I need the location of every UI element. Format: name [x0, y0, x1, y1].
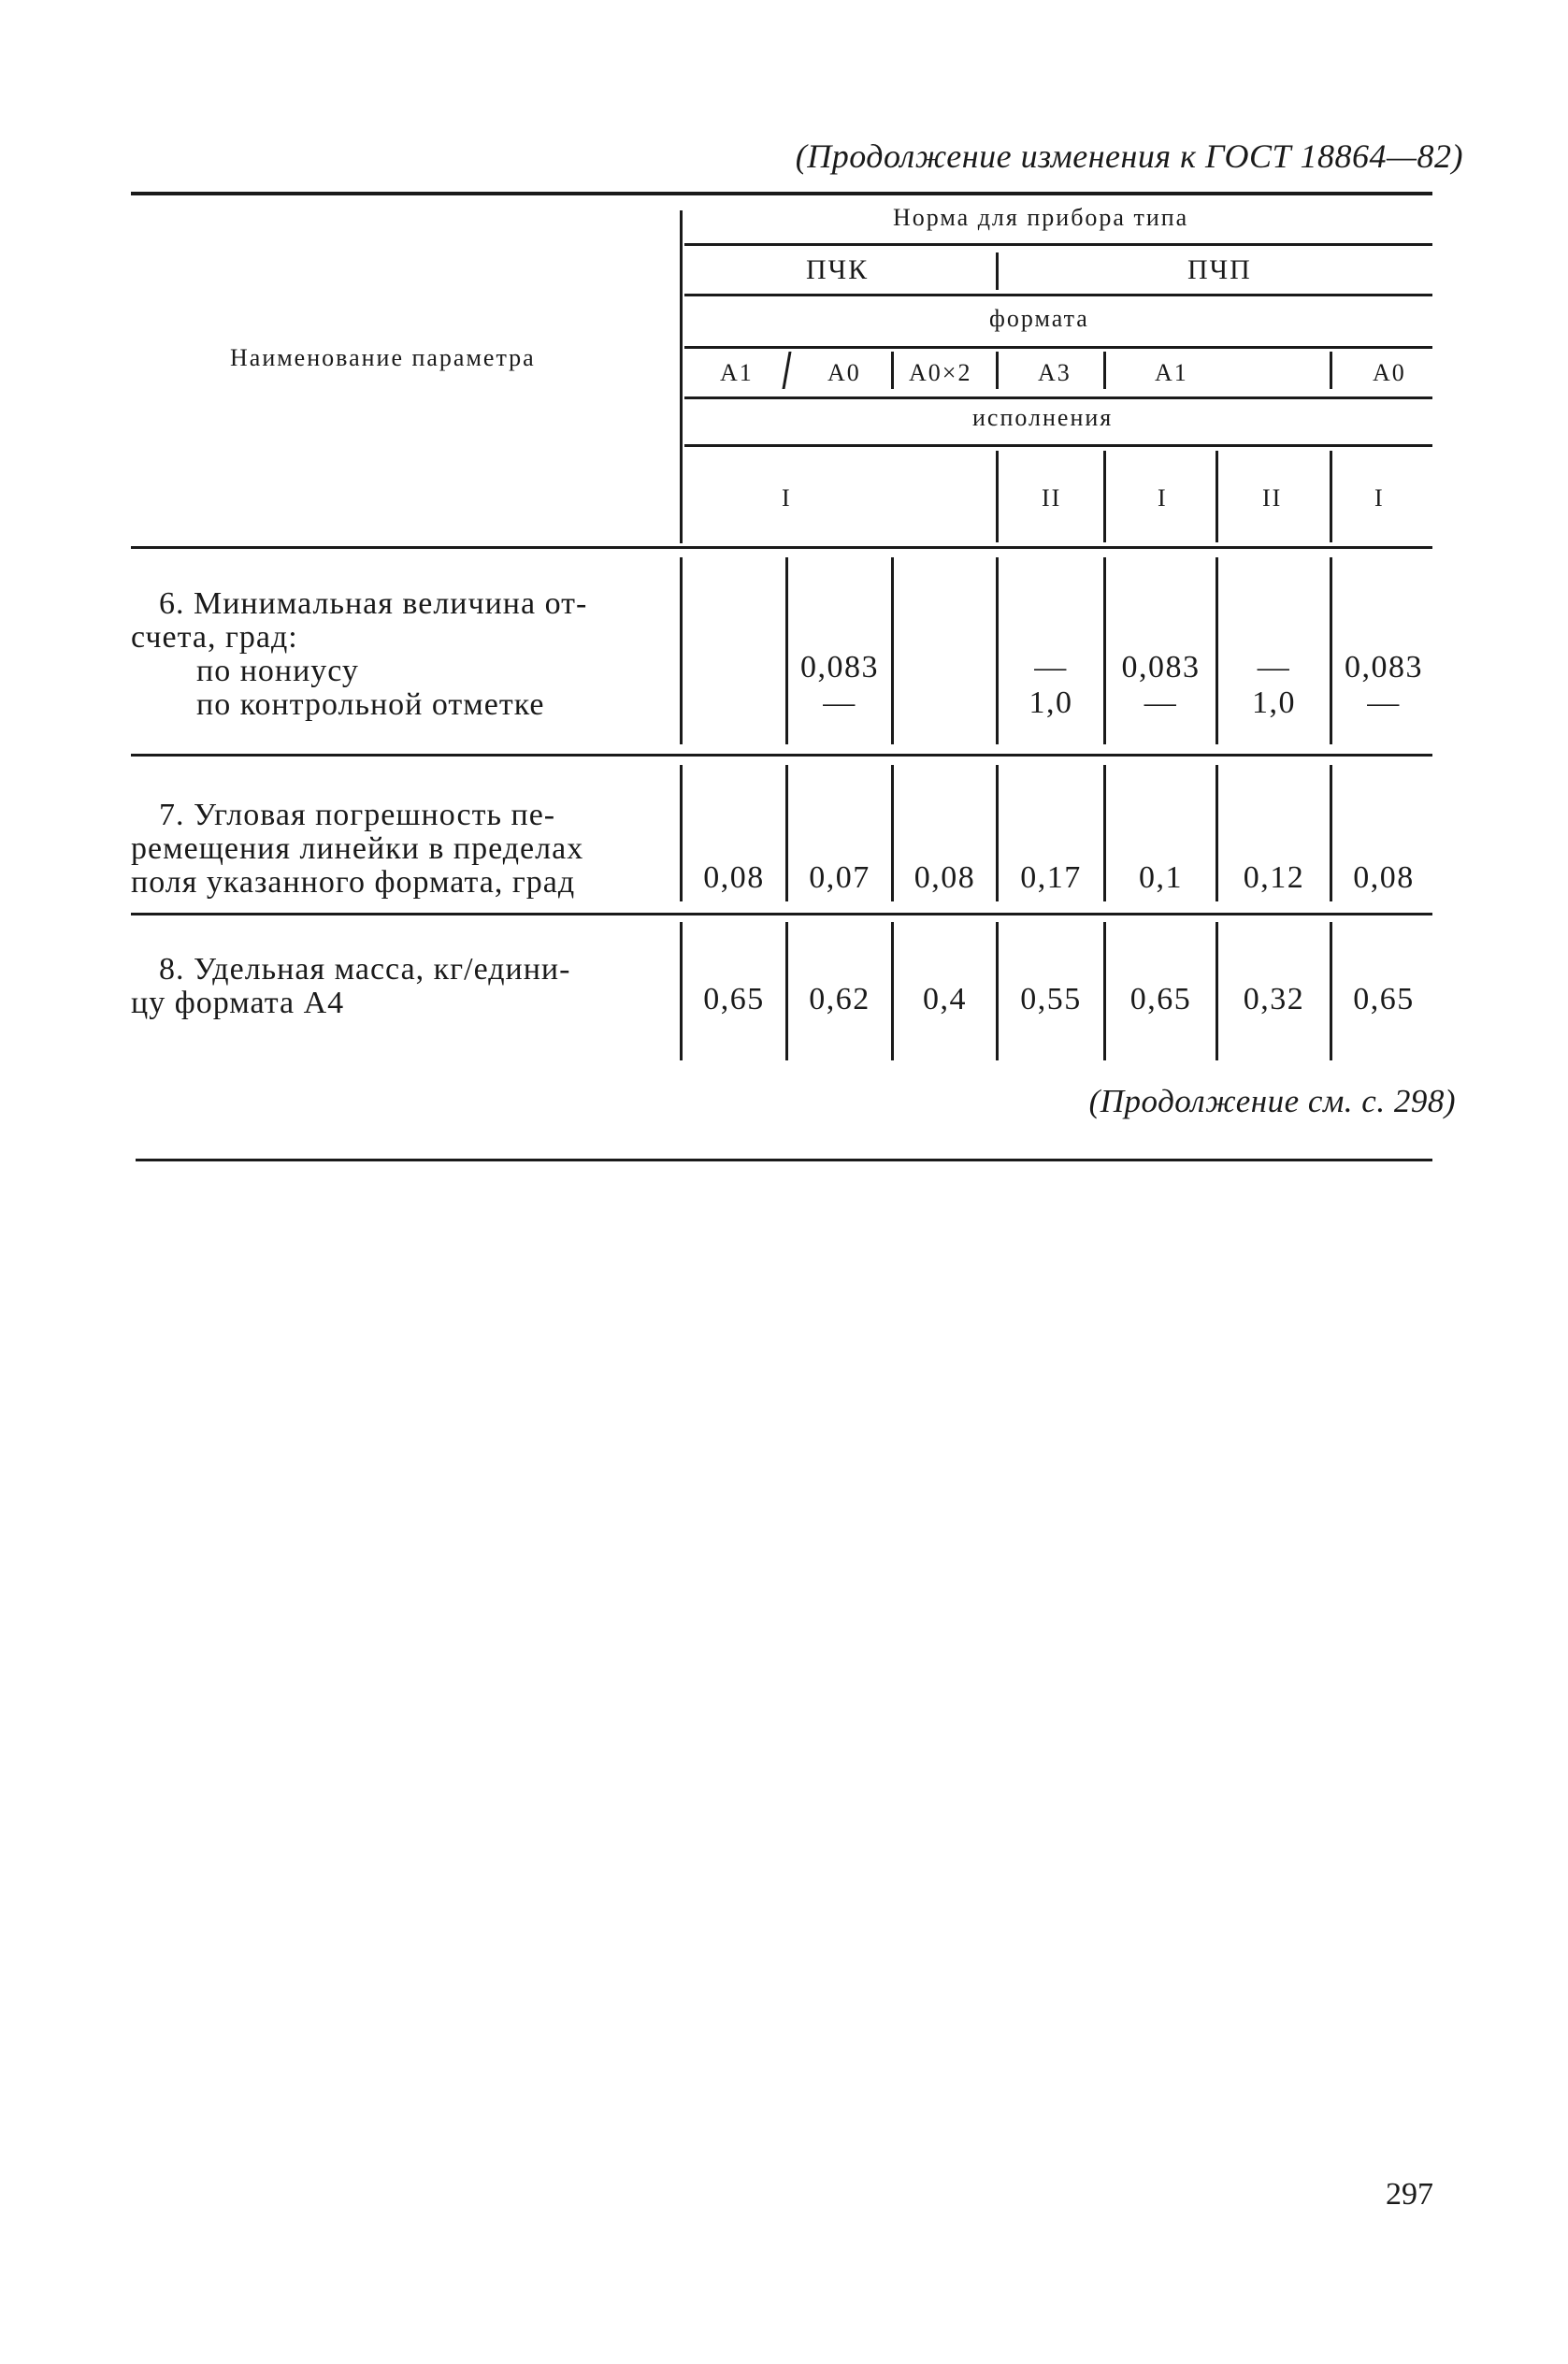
execution-ii: II — [1042, 484, 1062, 512]
row7-value-cell: 0,08 — [703, 860, 765, 895]
page-number: 297 — [1386, 2177, 1433, 2212]
header-bottom-rule — [131, 546, 1432, 549]
param-column-header: Наименование параметра — [230, 344, 536, 371]
row6-col-divider — [891, 557, 894, 744]
row8-value-cell: 0,65 — [703, 982, 765, 1016]
row6-sub2-cell: 1,0 — [1029, 685, 1073, 720]
format-a0x2: А0×2 — [909, 359, 972, 386]
row7-bottom-rule — [131, 913, 1432, 915]
continuation-footer: (Продолжение см. с. 298) — [1088, 1083, 1456, 1119]
execution-label: исполнения — [972, 404, 1114, 431]
row8-name-line2: цу формата А4 — [131, 986, 345, 1020]
row8-value-cell: 0,55 — [1020, 982, 1082, 1016]
row6-sub2-cell: 1,0 — [1252, 685, 1296, 720]
row6-sub1-cell: 0,083 — [800, 650, 879, 685]
format-divider-3 — [996, 352, 999, 389]
format-a1: А1 — [720, 359, 754, 386]
row7-name-line1: 7. Угловая погрешность пе- — [159, 798, 556, 832]
row8-value-cell: 0,62 — [809, 982, 870, 1016]
row8-value-cell: 0,65 — [1353, 982, 1415, 1016]
norm-header: Норма для прибора типа — [893, 204, 1189, 231]
rule-under-formats — [684, 396, 1432, 399]
rule-under-norm — [684, 243, 1432, 246]
row6-name-line1: 6. Минимальная величина от- — [159, 586, 588, 621]
format-divider-2 — [891, 352, 894, 389]
continuation-header: (Продолжение изменения к ГОСТ 18864—82) — [795, 137, 1463, 175]
exec-divider-3 — [1216, 451, 1218, 542]
param-column-divider — [680, 210, 683, 543]
rule-under-types — [684, 294, 1432, 296]
format-divider-5 — [1330, 352, 1332, 389]
row6-name-line3: по нониусу — [196, 654, 359, 688]
row7-name-line3: поля указанного формата, град — [131, 865, 576, 900]
row7-value-cell: 0,07 — [809, 860, 870, 895]
row6-col-divider — [680, 557, 683, 744]
exec-divider-4 — [1330, 451, 1332, 542]
row6-sub2-cell: — — [823, 685, 856, 720]
execution-i: I — [1374, 484, 1385, 512]
row6-sub1-cell: — — [1034, 650, 1068, 685]
execution-i: I — [782, 484, 792, 512]
table-top-rule — [131, 192, 1432, 195]
format-a0: А0 — [827, 359, 861, 386]
format-divider-1 — [782, 352, 791, 389]
row6-sub2-cell: — — [1144, 685, 1178, 720]
execution-i: I — [1158, 484, 1168, 512]
row6-name-line4: по контрольной отметке — [196, 687, 545, 722]
format-divider-4 — [1103, 352, 1106, 389]
device-type-pchk: ПЧК — [806, 254, 870, 285]
format-a1: А1 — [1155, 359, 1188, 386]
row8-value-cell: 0,32 — [1243, 982, 1305, 1016]
format-a3: А3 — [1038, 359, 1072, 386]
exec-divider-2 — [1103, 451, 1106, 542]
rule-under-exec-label — [684, 444, 1432, 447]
format-label: формата — [989, 305, 1089, 332]
row8-value-cell: 0,4 — [923, 982, 967, 1016]
row7-value-cell: 0,08 — [913, 860, 976, 895]
row6-bottom-rule — [131, 754, 1432, 757]
row6-sub1-cell: — — [1257, 650, 1291, 685]
row6-sub1-cell: 0,083 — [1345, 650, 1423, 685]
table-end-rule — [136, 1159, 1432, 1161]
row7-value-cell: 0,12 — [1243, 860, 1305, 895]
row7-value-cell: 0,1 — [1139, 860, 1183, 895]
format-a0: А0 — [1373, 359, 1406, 386]
rule-under-format-label — [684, 346, 1432, 349]
row6-sub2-cell: — — [1367, 685, 1401, 720]
device-type-pchp: ПЧП — [1187, 254, 1252, 285]
row8-name-line1: 8. Удельная масса, кг/едини- — [159, 952, 571, 987]
row8-value-cell: 0,65 — [1129, 982, 1192, 1016]
row7-name-line2: ремещения линейки в пределах — [131, 831, 584, 866]
row7-value-cell: 0,08 — [1353, 860, 1415, 895]
row7-value-cell: 0,17 — [1020, 860, 1082, 895]
type-divider — [996, 252, 999, 290]
row6-name-line2: счета, град: — [131, 620, 298, 655]
row6-sub1-cell: 0,083 — [1121, 650, 1201, 685]
execution-ii: II — [1262, 484, 1283, 512]
exec-divider-1 — [996, 451, 999, 542]
